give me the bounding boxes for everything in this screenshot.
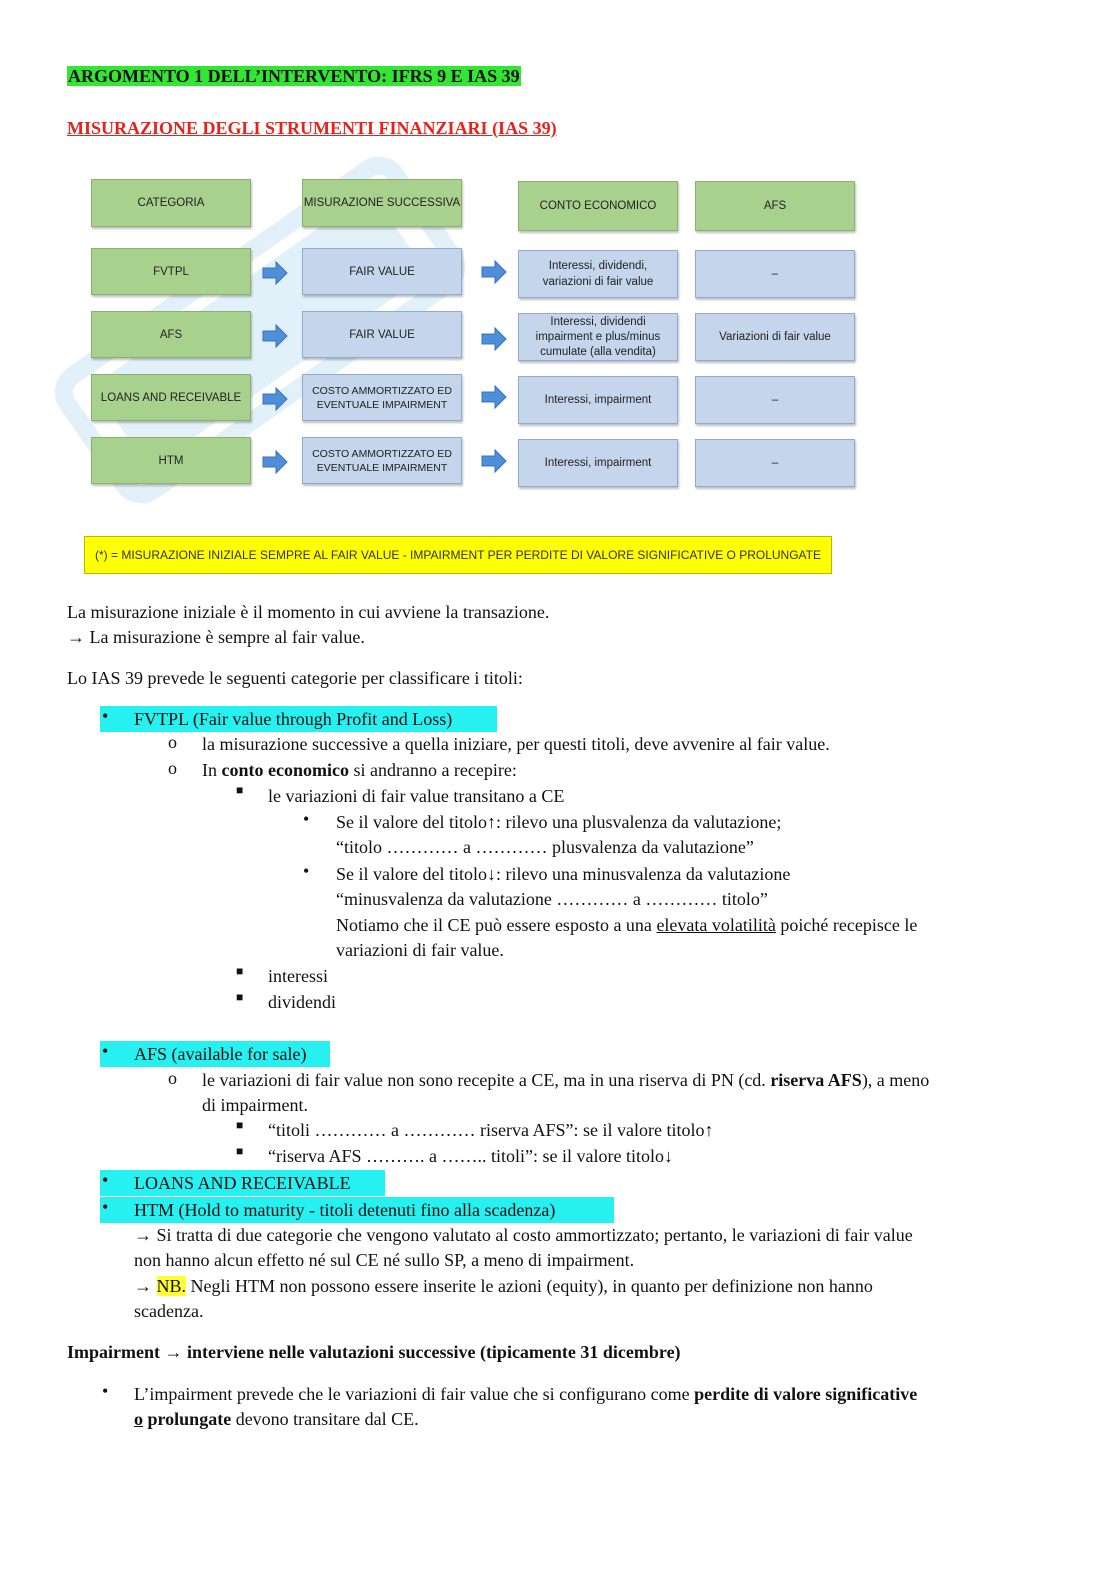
right-arrow-icon bbox=[261, 448, 289, 476]
circle-bullet-icon: o bbox=[168, 1068, 177, 1088]
row4-misurazione: COSTO AMMORTIZZATO ED EVENTUALE IMPAIRMENT bbox=[302, 437, 462, 484]
square-bullet-icon: ■ bbox=[236, 783, 244, 797]
afs-sq2: “riserva AFS ………. a …….. titoli”: se il valore titolo↓ bbox=[268, 1146, 673, 1166]
row1-misurazione: FAIR VALUE bbox=[302, 248, 462, 295]
htm-p2b: scadenza. bbox=[134, 1301, 204, 1321]
row2-categoria: AFS bbox=[91, 311, 251, 358]
intro-line1: La misurazione iniziale è il momento in cui avviene la transazione. bbox=[67, 602, 550, 622]
row3-categoria: LOANS AND RECEIVABLE bbox=[91, 374, 251, 421]
htm-title: HTM (Hold to maturity - titoli detenuti fino alla scadenza) bbox=[134, 1200, 556, 1220]
impairment-b1: L’impairment prevede che le variazioni di fair value che si configurano come perdite di valore significative bbox=[134, 1384, 918, 1404]
fvtpl-note-line2: variazioni di fair value. bbox=[336, 940, 504, 960]
row3-conto: Interessi, impairment bbox=[518, 376, 678, 424]
header-misurazione: MISURAZIONE SUCCESSIVA bbox=[302, 179, 462, 227]
measurement-note: (*) = MISURAZIONE INIZIALE SEMPRE AL FAIR VALUE - IMPAIRMENT PER PERDITE DI VALORE SIGNIFICATIVE O PROLUNGATE bbox=[84, 536, 832, 574]
topic-heading: ARGOMENTO 1 DELL’INTERVENTO: IFRS 9 E IAS 39 bbox=[68, 66, 520, 86]
square-bullet-icon: ■ bbox=[236, 990, 244, 1004]
header-afs: AFS bbox=[695, 181, 855, 231]
square-bullet-icon: ■ bbox=[236, 1118, 244, 1132]
htm-p1a: → Si tratta di due categorie che vengono valutato al costo ammortizzato; pertanto, le variazioni di fair value bbox=[134, 1225, 913, 1245]
loans-title: LOANS AND RECEIVABLE bbox=[134, 1173, 351, 1193]
bullet-dot-icon: • bbox=[303, 861, 310, 881]
fvtpl-sq1: le variazioni di fair value transitano a CE bbox=[268, 786, 565, 806]
row2-afs: Variazioni di fair value bbox=[695, 313, 855, 361]
right-arrow-icon: → bbox=[67, 627, 85, 647]
impairment-heading: Impairment → interviene nelle valutazioni successive (tipicamente 31 dicembre) bbox=[67, 1342, 681, 1362]
row4-conto: Interessi, impairment bbox=[518, 439, 678, 487]
circle-bullet-icon: o bbox=[168, 758, 177, 778]
square-bullet-icon: ■ bbox=[236, 1144, 244, 1158]
circle-bullet-icon: o bbox=[168, 732, 177, 752]
row4-afs: – bbox=[695, 439, 855, 487]
row4-categoria: HTM bbox=[91, 437, 251, 484]
row3-afs: – bbox=[695, 376, 855, 424]
row3-misurazione: COSTO AMMORTIZZATO ED EVENTUALE IMPAIRMENT bbox=[302, 374, 462, 421]
bullet-dot-icon: • bbox=[102, 1381, 109, 1401]
fvtpl-sub2: In conto economico si andranno a recepire: bbox=[202, 760, 517, 780]
header-categoria: CATEGORIA bbox=[91, 179, 251, 227]
right-arrow-icon: → bbox=[134, 1276, 152, 1296]
fvtpl-d1a: Se il valore del titolo↑: rilevo una plusvalenza da valutazione; bbox=[336, 812, 782, 832]
row1-afs: – bbox=[695, 250, 855, 298]
fvtpl-d1b: “titolo ………… a ………… plusvalenza da valutazione” bbox=[336, 837, 754, 857]
bullet-dot-icon: • bbox=[303, 809, 310, 829]
intro-line3: Lo IAS 39 prevede le seguenti categorie per classificare i titoli: bbox=[67, 668, 523, 688]
row1-conto: Interessi, dividendi, variazioni di fair value bbox=[518, 250, 678, 298]
intro-line2: → La misurazione è sempre al fair value. bbox=[67, 627, 365, 647]
square-bullet-icon: ■ bbox=[236, 964, 244, 978]
header-conto-economico: CONTO ECONOMICO bbox=[518, 181, 678, 231]
afs-title: AFS (available for sale) bbox=[134, 1044, 307, 1064]
row1-categoria: FVTPL bbox=[91, 248, 251, 295]
impairment-b1-line2: o prolungate devono transitare dal CE. bbox=[134, 1409, 419, 1429]
row2-misurazione: FAIR VALUE bbox=[302, 311, 462, 358]
right-arrow-icon bbox=[480, 325, 508, 353]
afs-sq1: “titoli ………… a ………… riserva AFS”: se il valore titolo↑ bbox=[268, 1120, 714, 1140]
right-arrow-icon bbox=[261, 385, 289, 413]
right-arrow-icon bbox=[480, 258, 508, 286]
right-arrow-icon bbox=[261, 259, 289, 287]
right-arrow-icon bbox=[480, 383, 508, 411]
bullet-dot-icon: • bbox=[102, 706, 109, 726]
right-arrow-icon bbox=[480, 447, 508, 475]
bullet-dot-icon: • bbox=[102, 1170, 109, 1190]
afs-sub1-line2: di impairment. bbox=[202, 1095, 308, 1115]
fvtpl-title: FVTPL (Fair value through Profit and Loss) bbox=[134, 709, 453, 729]
bullet-dot-icon: • bbox=[102, 1041, 109, 1061]
fvtpl-sq2: interessi bbox=[268, 966, 328, 986]
fvtpl-d2a: Se il valore del titolo↓: rilevo una minusvalenza da valutazione bbox=[336, 864, 791, 884]
nb-label: NB. bbox=[156, 1276, 187, 1296]
fvtpl-sub1: la misurazione successive a quella iniziare, per questi titoli, deve avvenire al fair value. bbox=[202, 734, 830, 754]
right-arrow-icon bbox=[261, 322, 289, 350]
bullet-dot-icon: • bbox=[102, 1197, 109, 1217]
htm-p1b: non hanno alcun effetto né sul CE né sullo SP, a meno di impairment. bbox=[134, 1250, 635, 1270]
row2-conto: Interessi, dividendi impairment e plus/minus cumulate (alla vendita) bbox=[518, 313, 678, 361]
htm-p2: → NB. Negli HTM non possono essere inserite le azioni (equity), in quanto per definizione non hanno bbox=[134, 1276, 873, 1296]
section-heading: MISURAZIONE DEGLI STRUMENTI FINANZIARI (IAS 39) bbox=[67, 118, 557, 138]
afs-sub1: le variazioni di fair value non sono recepite a CE, ma in una riserva di PN (cd. riserva AFS), a meno bbox=[202, 1070, 930, 1090]
fvtpl-sq3: dividendi bbox=[268, 992, 336, 1012]
fvtpl-d2b: “minusvalenza da valutazione ………… a ………… titolo” bbox=[336, 889, 768, 909]
fvtpl-note: Notiamo che il CE può essere esposto a una elevata volatilità poiché recepisce le bbox=[336, 915, 918, 935]
